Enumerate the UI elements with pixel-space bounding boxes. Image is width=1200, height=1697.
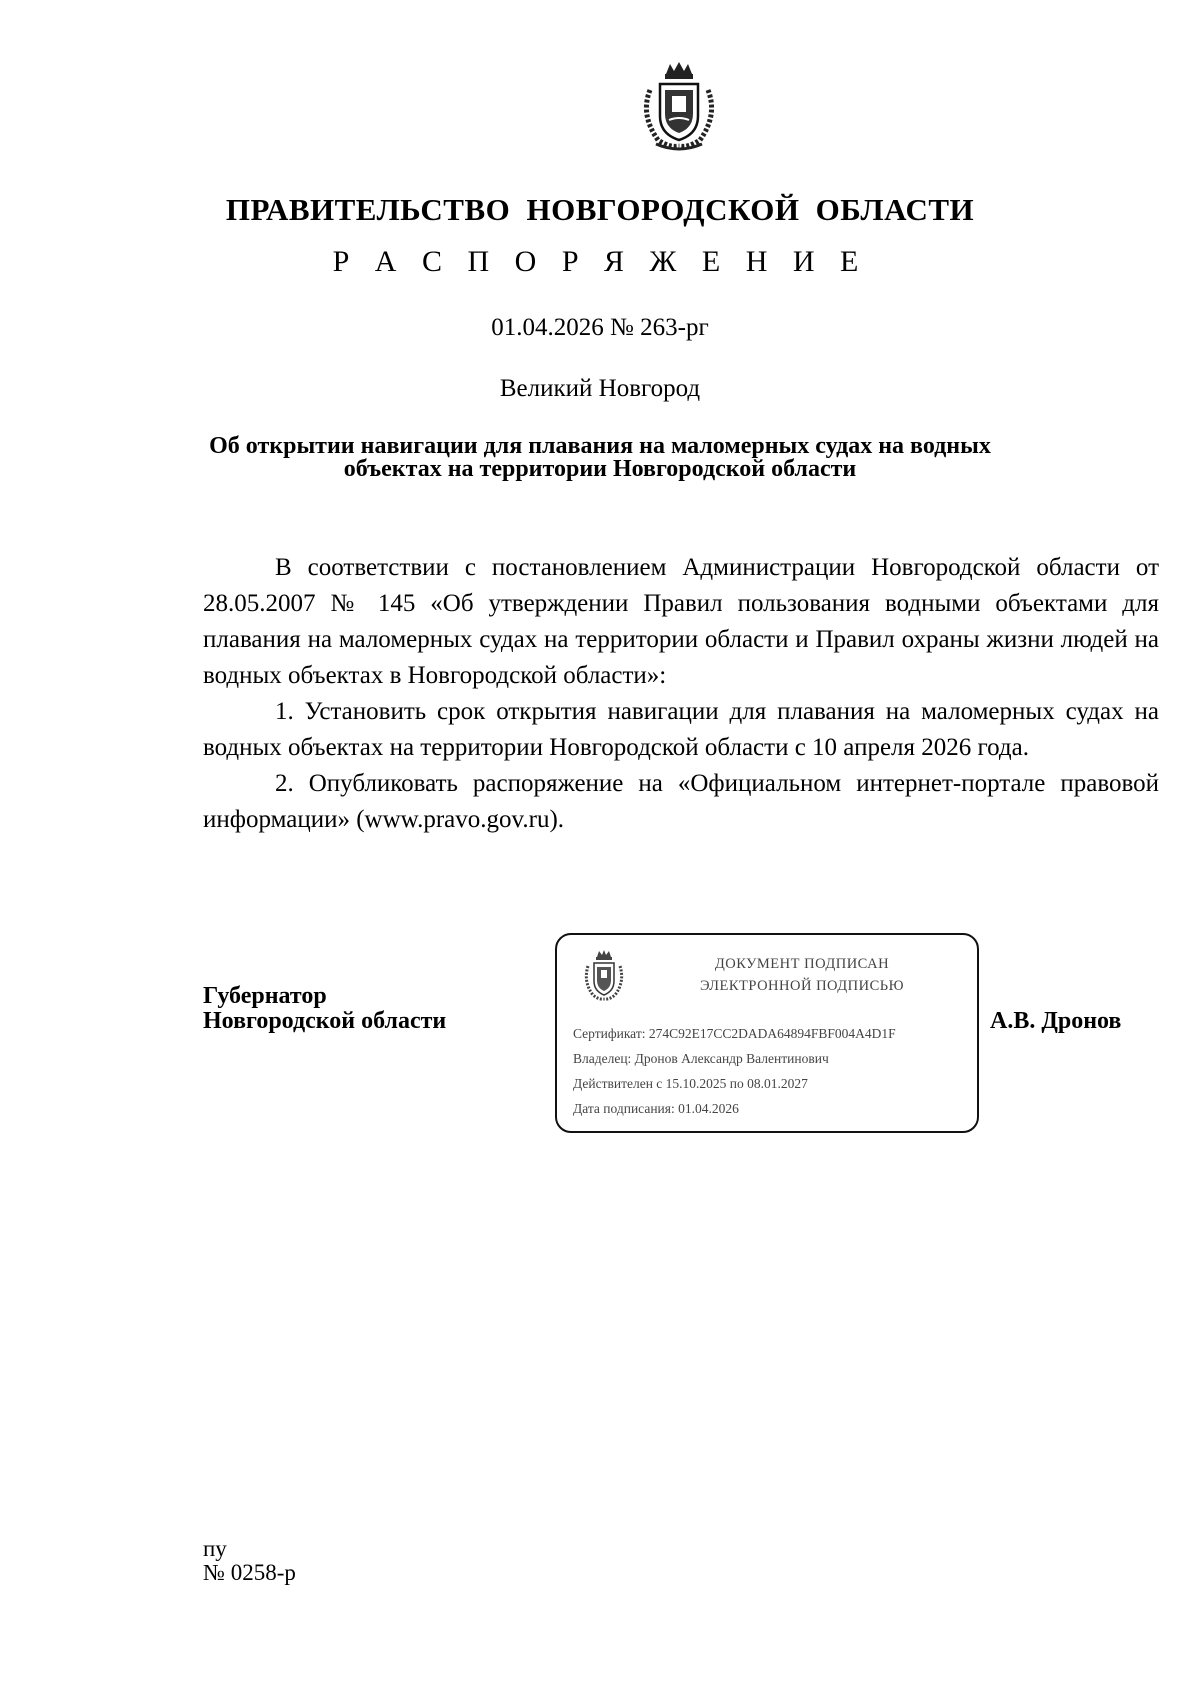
organization-name: ПРАВИТЕЛЬСТВО НОВГОРОДСКОЙ ОБЛАСТИ [225, 192, 975, 227]
document-kind: Р А С П О Р Я Ж Е Н И Е [332, 245, 868, 278]
position-line-2: Новгородской области [203, 1008, 447, 1034]
signatory-position [203, 984, 446, 1034]
document-footer [203, 1537, 296, 1585]
signatory-name: А.В. Дронов [990, 1008, 1122, 1034]
preamble-paragraph: В соответствии с постановлением Администрации Новгородской области от 28.05.2007 № 145 «Об утверждении Правил пользования водными объектами для плавания на маломерных судах на территории области и Правил охраны жизни людей на водных объектах в Новгородской области»: [203, 554, 1159, 689]
footer-reg-number: № 0258-р [203, 1560, 296, 1585]
stamp-certificate: Сертификат: 274C92E17CC2DADA64894FBF004A4D1F [573, 1026, 896, 1041]
coat-of-arms-icon [581, 949, 627, 1003]
stamp-signing-date: Дата подписания: 01.04.2026 [573, 1101, 739, 1116]
document-date-number: 01.04.2026 № 263-рг [491, 314, 709, 341]
stamp-owner: Владелец: Дронов Александр Валентинович [573, 1051, 829, 1066]
title-line-2: объектах на территории Новгородской области [343, 456, 857, 482]
document-title [0, 435, 1200, 481]
footer-initials: пу [203, 1536, 227, 1561]
document-body [203, 550, 1159, 838]
stamp-heading-line-2: ЭЛЕКТРОННОЙ ПОДПИСЬЮ [699, 978, 905, 994]
stamp-heading [637, 953, 967, 997]
item-2-paragraph: 2. Опубликовать распоряжение на «Официальном интернет-портале правовой информации» (www.pravo.gov.ru). [203, 770, 1159, 833]
stamp-details [573, 1021, 896, 1121]
stamp-heading-line-1: ДОКУМЕНТ ПОДПИСАН [714, 956, 890, 972]
position-line-1: Губернатор [203, 983, 327, 1009]
item-1-paragraph: 1. Установить срок открытия навигации для плавания на маломерных судах на водных объектах на территории Новгородской области с 10 апреля 2026 года. [203, 698, 1159, 761]
coat-of-arms-icon [636, 60, 722, 152]
stamp-validity: Действителен с 15.10.2025 по 08.01.2027 [573, 1076, 808, 1091]
document-place: Великий Новгород [499, 375, 701, 402]
title-line-1: Об открытии навигации для плавания на маломерных судах на водных [209, 433, 991, 459]
electronic-signature-stamp [555, 933, 979, 1133]
